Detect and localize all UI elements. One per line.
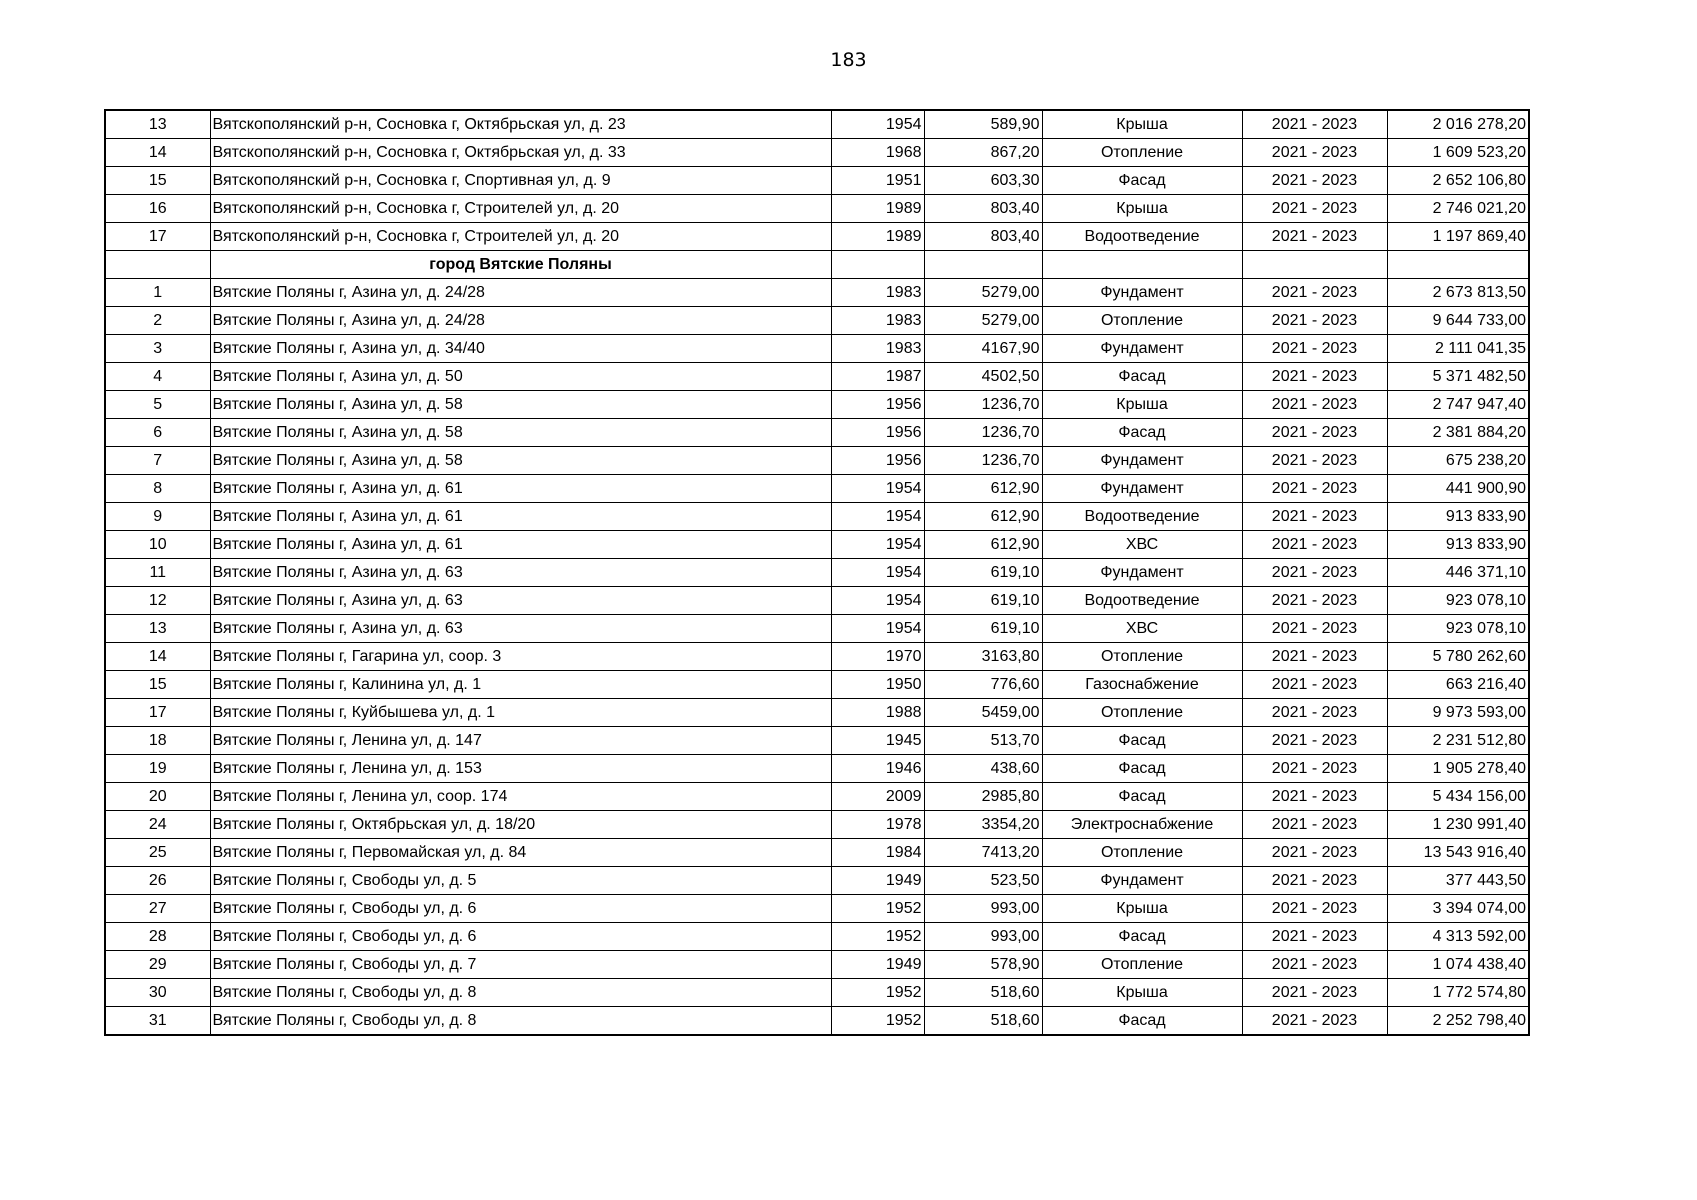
table-row bbox=[105, 363, 1529, 391]
address-cell: Вятскополянский р-н, Сосновка г, Строителей ул, д. 20 bbox=[210, 195, 831, 223]
address-cell: Вятские Поляны г, Куйбышева ул, д. 1 bbox=[210, 699, 831, 727]
period-cell: 2021 - 2023 bbox=[1242, 895, 1387, 923]
period-cell: 2021 - 2023 bbox=[1242, 923, 1387, 951]
period-cell: 2021 - 2023 bbox=[1242, 503, 1387, 531]
cost-cell: 1 772 574,80 bbox=[1387, 979, 1529, 1007]
year-built-cell: 1954 bbox=[831, 110, 924, 139]
table-row bbox=[105, 447, 1529, 475]
cost-cell: 1 197 869,40 bbox=[1387, 223, 1529, 251]
year-built-cell: 1952 bbox=[831, 895, 924, 923]
row-number-cell: 16 bbox=[105, 195, 210, 223]
cost-cell: 377 443,50 bbox=[1387, 867, 1529, 895]
work-type-cell: Крыша bbox=[1042, 195, 1242, 223]
table-row bbox=[105, 671, 1529, 699]
period-cell: 2021 - 2023 bbox=[1242, 419, 1387, 447]
period-cell: 2021 - 2023 bbox=[1242, 139, 1387, 167]
row-number-cell: 2 bbox=[105, 307, 210, 335]
table-row bbox=[105, 811, 1529, 839]
table-row bbox=[105, 979, 1529, 1007]
address-cell: Вятские Поляны г, Азина ул, д. 61 bbox=[210, 531, 831, 559]
work-type-cell: Водоотведение bbox=[1042, 223, 1242, 251]
row-number-cell: 8 bbox=[105, 475, 210, 503]
area-cell: 578,90 bbox=[924, 951, 1042, 979]
row-number-cell: 14 bbox=[105, 643, 210, 671]
area-cell: 438,60 bbox=[924, 755, 1042, 783]
cost-cell: 675 238,20 bbox=[1387, 447, 1529, 475]
area-cell: 619,10 bbox=[924, 587, 1042, 615]
year-built-cell: 1950 bbox=[831, 671, 924, 699]
period-cell: 2021 - 2023 bbox=[1242, 475, 1387, 503]
period-cell: 2021 - 2023 bbox=[1242, 727, 1387, 755]
row-number-cell: 7 bbox=[105, 447, 210, 475]
work-type-cell: Фасад bbox=[1042, 167, 1242, 195]
table-row bbox=[105, 279, 1529, 307]
year-built-cell: 1956 bbox=[831, 419, 924, 447]
cost-cell: 923 078,10 bbox=[1387, 615, 1529, 643]
table-row bbox=[105, 643, 1529, 671]
address-cell: Вятские Поляны г, Азина ул, д. 63 bbox=[210, 615, 831, 643]
area-cell: 5459,00 bbox=[924, 699, 1042, 727]
area-cell: 3163,80 bbox=[924, 643, 1042, 671]
period-cell: 2021 - 2023 bbox=[1242, 531, 1387, 559]
cost-cell: 13 543 916,40 bbox=[1387, 839, 1529, 867]
table-row bbox=[105, 559, 1529, 587]
year-built-cell: 1946 bbox=[831, 755, 924, 783]
work-type-cell: Отопление bbox=[1042, 139, 1242, 167]
year-built-cell: 1952 bbox=[831, 1007, 924, 1036]
row-number-cell: 18 bbox=[105, 727, 210, 755]
work-type-cell: Фасад bbox=[1042, 1007, 1242, 1036]
work-type-cell: Фасад bbox=[1042, 727, 1242, 755]
address-cell: Вятские Поляны г, Ленина ул, д. 153 bbox=[210, 755, 831, 783]
year-built-cell: 2009 bbox=[831, 783, 924, 811]
section-heading-row bbox=[105, 251, 1529, 279]
work-type-cell: Водоотведение bbox=[1042, 503, 1242, 531]
address-cell: Вятские Поляны г, Азина ул, д. 61 bbox=[210, 503, 831, 531]
work-type-cell: Фундамент bbox=[1042, 475, 1242, 503]
work-type-cell: Крыша bbox=[1042, 895, 1242, 923]
year-built-cell: 1983 bbox=[831, 307, 924, 335]
cost-cell: 1 230 991,40 bbox=[1387, 811, 1529, 839]
period-cell: 2021 - 2023 bbox=[1242, 671, 1387, 699]
period-cell: 2021 - 2023 bbox=[1242, 867, 1387, 895]
work-type-cell: Отопление bbox=[1042, 699, 1242, 727]
cost-cell: 2 673 813,50 bbox=[1387, 279, 1529, 307]
cost-cell: 2 231 512,80 bbox=[1387, 727, 1529, 755]
area-cell: 518,60 bbox=[924, 979, 1042, 1007]
address-cell: Вятские Поляны г, Азина ул, д. 58 bbox=[210, 419, 831, 447]
row-number-cell: 20 bbox=[105, 783, 210, 811]
year-built-cell: 1989 bbox=[831, 195, 924, 223]
work-type-cell: Отопление bbox=[1042, 643, 1242, 671]
year-built-cell: 1954 bbox=[831, 503, 924, 531]
row-number-cell: 9 bbox=[105, 503, 210, 531]
row-number-cell: 28 bbox=[105, 923, 210, 951]
area-cell: 803,40 bbox=[924, 223, 1042, 251]
cost-cell: 1 074 438,40 bbox=[1387, 951, 1529, 979]
row-number-cell: 5 bbox=[105, 391, 210, 419]
year-built-cell: 1952 bbox=[831, 923, 924, 951]
area-cell: 612,90 bbox=[924, 503, 1042, 531]
area-cell: 4502,50 bbox=[924, 363, 1042, 391]
row-number-cell: 24 bbox=[105, 811, 210, 839]
year-built-cell: 1954 bbox=[831, 615, 924, 643]
area-cell: 619,10 bbox=[924, 615, 1042, 643]
address-cell: Вятские Поляны г, Азина ул, д. 58 bbox=[210, 447, 831, 475]
table-row bbox=[105, 895, 1529, 923]
period-cell: 2021 - 2023 bbox=[1242, 587, 1387, 615]
area-cell: 619,10 bbox=[924, 559, 1042, 587]
area-cell: 603,30 bbox=[924, 167, 1042, 195]
row-number-cell: 13 bbox=[105, 615, 210, 643]
table-row bbox=[105, 307, 1529, 335]
cost-cell: 913 833,90 bbox=[1387, 503, 1529, 531]
row-number-cell: 11 bbox=[105, 559, 210, 587]
work-type-cell: Фундамент bbox=[1042, 335, 1242, 363]
empty-cell bbox=[1242, 251, 1387, 279]
period-cell: 2021 - 2023 bbox=[1242, 559, 1387, 587]
cost-cell: 441 900,90 bbox=[1387, 475, 1529, 503]
table-row bbox=[105, 335, 1529, 363]
address-cell: Вятские Поляны г, Свободы ул, д. 6 bbox=[210, 895, 831, 923]
address-cell: Вятские Поляны г, Азина ул, д. 63 bbox=[210, 559, 831, 587]
row-number-cell: 19 bbox=[105, 755, 210, 783]
year-built-cell: 1983 bbox=[831, 279, 924, 307]
work-type-cell: Фундамент bbox=[1042, 279, 1242, 307]
period-cell: 2021 - 2023 bbox=[1242, 167, 1387, 195]
row-number-cell: 14 bbox=[105, 139, 210, 167]
cost-cell: 913 833,90 bbox=[1387, 531, 1529, 559]
row-number-cell: 12 bbox=[105, 587, 210, 615]
period-cell: 2021 - 2023 bbox=[1242, 363, 1387, 391]
table-row bbox=[105, 139, 1529, 167]
area-cell: 589,90 bbox=[924, 110, 1042, 139]
row-number-cell: 10 bbox=[105, 531, 210, 559]
row-number-cell: 4 bbox=[105, 363, 210, 391]
table-row bbox=[105, 587, 1529, 615]
work-type-cell: Фундамент bbox=[1042, 867, 1242, 895]
work-type-cell: Фасад bbox=[1042, 755, 1242, 783]
cost-cell: 923 078,10 bbox=[1387, 587, 1529, 615]
table-row bbox=[105, 755, 1529, 783]
area-cell: 7413,20 bbox=[924, 839, 1042, 867]
work-type-cell: Электроснабжение bbox=[1042, 811, 1242, 839]
empty-cell bbox=[105, 251, 210, 279]
cost-cell: 5 434 156,00 bbox=[1387, 783, 1529, 811]
year-built-cell: 1988 bbox=[831, 699, 924, 727]
period-cell: 2021 - 2023 bbox=[1242, 391, 1387, 419]
area-cell: 513,70 bbox=[924, 727, 1042, 755]
year-built-cell: 1989 bbox=[831, 223, 924, 251]
empty-cell bbox=[831, 251, 924, 279]
table-row bbox=[105, 923, 1529, 951]
period-cell: 2021 - 2023 bbox=[1242, 110, 1387, 139]
empty-cell bbox=[1387, 251, 1529, 279]
table-row bbox=[105, 503, 1529, 531]
table-row bbox=[105, 531, 1529, 559]
cost-cell: 2 652 106,80 bbox=[1387, 167, 1529, 195]
table-row bbox=[105, 1007, 1529, 1036]
period-cell: 2021 - 2023 bbox=[1242, 643, 1387, 671]
year-built-cell: 1970 bbox=[831, 643, 924, 671]
table-row bbox=[105, 783, 1529, 811]
row-number-cell: 29 bbox=[105, 951, 210, 979]
address-cell: Вятские Поляны г, Первомайская ул, д. 84 bbox=[210, 839, 831, 867]
period-cell: 2021 - 2023 bbox=[1242, 755, 1387, 783]
cost-cell: 2 747 947,40 bbox=[1387, 391, 1529, 419]
area-cell: 776,60 bbox=[924, 671, 1042, 699]
cost-cell: 5 780 262,60 bbox=[1387, 643, 1529, 671]
period-cell: 2021 - 2023 bbox=[1242, 699, 1387, 727]
cost-cell: 2 746 021,20 bbox=[1387, 195, 1529, 223]
table-row bbox=[105, 951, 1529, 979]
address-cell: Вятские Поляны г, Гагарина ул, соор. 3 bbox=[210, 643, 831, 671]
period-cell: 2021 - 2023 bbox=[1242, 279, 1387, 307]
year-built-cell: 1956 bbox=[831, 447, 924, 475]
work-type-cell: Крыша bbox=[1042, 110, 1242, 139]
year-built-cell: 1952 bbox=[831, 979, 924, 1007]
table-row bbox=[105, 110, 1529, 139]
work-type-cell: Отопление bbox=[1042, 951, 1242, 979]
year-built-cell: 1987 bbox=[831, 363, 924, 391]
year-built-cell: 1984 bbox=[831, 839, 924, 867]
period-cell: 2021 - 2023 bbox=[1242, 811, 1387, 839]
year-built-cell: 1954 bbox=[831, 559, 924, 587]
table-row bbox=[105, 475, 1529, 503]
address-cell: Вятские Поляны г, Азина ул, д. 58 bbox=[210, 391, 831, 419]
address-cell: Вятскополянский р-н, Сосновка г, Спортивная ул, д. 9 bbox=[210, 167, 831, 195]
area-cell: 3354,20 bbox=[924, 811, 1042, 839]
area-cell: 803,40 bbox=[924, 195, 1042, 223]
year-built-cell: 1954 bbox=[831, 587, 924, 615]
address-cell: Вятские Поляны г, Свободы ул, д. 8 bbox=[210, 1007, 831, 1036]
row-number-cell: 1 bbox=[105, 279, 210, 307]
address-cell: Вятские Поляны г, Калинина ул, д. 1 bbox=[210, 671, 831, 699]
table-row bbox=[105, 195, 1529, 223]
row-number-cell: 15 bbox=[105, 671, 210, 699]
row-number-cell: 13 bbox=[105, 110, 210, 139]
period-cell: 2021 - 2023 bbox=[1242, 307, 1387, 335]
cost-cell: 446 371,10 bbox=[1387, 559, 1529, 587]
address-cell: Вятские Поляны г, Азина ул, д. 24/28 bbox=[210, 279, 831, 307]
address-cell: Вятские Поляны г, Свободы ул, д. 5 bbox=[210, 867, 831, 895]
table-row bbox=[105, 839, 1529, 867]
year-built-cell: 1968 bbox=[831, 139, 924, 167]
year-built-cell: 1978 bbox=[831, 811, 924, 839]
work-type-cell: Фасад bbox=[1042, 419, 1242, 447]
work-type-cell: Газоснабжение bbox=[1042, 671, 1242, 699]
cost-cell: 3 394 074,00 bbox=[1387, 895, 1529, 923]
cost-cell: 663 216,40 bbox=[1387, 671, 1529, 699]
address-cell: Вятские Поляны г, Свободы ул, д. 6 bbox=[210, 923, 831, 951]
period-cell: 2021 - 2023 bbox=[1242, 447, 1387, 475]
work-type-cell: Фундамент bbox=[1042, 447, 1242, 475]
table-row bbox=[105, 699, 1529, 727]
year-built-cell: 1956 bbox=[831, 391, 924, 419]
work-type-cell: Отопление bbox=[1042, 839, 1242, 867]
table-row bbox=[105, 419, 1529, 447]
address-cell: Вятские Поляны г, Свободы ул, д. 8 bbox=[210, 979, 831, 1007]
cost-cell: 2 252 798,40 bbox=[1387, 1007, 1529, 1036]
table-body bbox=[105, 110, 1529, 1035]
address-cell: Вятские Поляны г, Азина ул, д. 61 bbox=[210, 475, 831, 503]
period-cell: 2021 - 2023 bbox=[1242, 335, 1387, 363]
table-row bbox=[105, 391, 1529, 419]
period-cell: 2021 - 2023 bbox=[1242, 979, 1387, 1007]
row-number-cell: 17 bbox=[105, 223, 210, 251]
address-cell: Вятские Поляны г, Ленина ул, д. 147 bbox=[210, 727, 831, 755]
row-number-cell: 27 bbox=[105, 895, 210, 923]
table-row bbox=[105, 223, 1529, 251]
area-cell: 5279,00 bbox=[924, 307, 1042, 335]
year-built-cell: 1951 bbox=[831, 167, 924, 195]
repair-program-table bbox=[104, 109, 1530, 1036]
row-number-cell: 6 bbox=[105, 419, 210, 447]
address-cell: Вятские Поляны г, Азина ул, д. 34/40 bbox=[210, 335, 831, 363]
cost-cell: 9 644 733,00 bbox=[1387, 307, 1529, 335]
year-built-cell: 1983 bbox=[831, 335, 924, 363]
work-type-cell: Водоотведение bbox=[1042, 587, 1242, 615]
row-number-cell: 17 bbox=[105, 699, 210, 727]
area-cell: 612,90 bbox=[924, 475, 1042, 503]
area-cell: 2985,80 bbox=[924, 783, 1042, 811]
year-built-cell: 1945 bbox=[831, 727, 924, 755]
work-type-cell: ХВС bbox=[1042, 531, 1242, 559]
cost-cell: 2 111 041,35 bbox=[1387, 335, 1529, 363]
period-cell: 2021 - 2023 bbox=[1242, 783, 1387, 811]
empty-cell bbox=[1042, 251, 1242, 279]
table-row bbox=[105, 615, 1529, 643]
address-cell: Вятские Поляны г, Ленина ул, соор. 174 bbox=[210, 783, 831, 811]
cost-cell: 5 371 482,50 bbox=[1387, 363, 1529, 391]
row-number-cell: 15 bbox=[105, 167, 210, 195]
period-cell: 2021 - 2023 bbox=[1242, 615, 1387, 643]
area-cell: 1236,70 bbox=[924, 391, 1042, 419]
row-number-cell: 30 bbox=[105, 979, 210, 1007]
year-built-cell: 1949 bbox=[831, 867, 924, 895]
work-type-cell: Фундамент bbox=[1042, 559, 1242, 587]
section-title: город Вятские Поляны bbox=[210, 251, 831, 279]
year-built-cell: 1949 bbox=[831, 951, 924, 979]
address-cell: Вятскополянский р-н, Сосновка г, Строителей ул, д. 20 bbox=[210, 223, 831, 251]
row-number-cell: 25 bbox=[105, 839, 210, 867]
address-cell: Вятские Поляны г, Октябрьская ул, д. 18/20 bbox=[210, 811, 831, 839]
address-cell: Вятские Поляны г, Азина ул, д. 63 bbox=[210, 587, 831, 615]
area-cell: 1236,70 bbox=[924, 447, 1042, 475]
page-number: 183 bbox=[830, 49, 867, 71]
table-row bbox=[105, 727, 1529, 755]
cost-cell: 9 973 593,00 bbox=[1387, 699, 1529, 727]
table-row bbox=[105, 167, 1529, 195]
work-type-cell: Отопление bbox=[1042, 307, 1242, 335]
row-number-cell: 26 bbox=[105, 867, 210, 895]
area-cell: 612,90 bbox=[924, 531, 1042, 559]
period-cell: 2021 - 2023 bbox=[1242, 195, 1387, 223]
area-cell: 4167,90 bbox=[924, 335, 1042, 363]
area-cell: 993,00 bbox=[924, 923, 1042, 951]
row-number-cell: 31 bbox=[105, 1007, 210, 1036]
period-cell: 2021 - 2023 bbox=[1242, 1007, 1387, 1036]
address-cell: Вятскополянский р-н, Сосновка г, Октябрьская ул, д. 33 bbox=[210, 139, 831, 167]
work-type-cell: Крыша bbox=[1042, 391, 1242, 419]
area-cell: 1236,70 bbox=[924, 419, 1042, 447]
cost-cell: 1 609 523,20 bbox=[1387, 139, 1529, 167]
area-cell: 993,00 bbox=[924, 895, 1042, 923]
period-cell: 2021 - 2023 bbox=[1242, 839, 1387, 867]
area-cell: 5279,00 bbox=[924, 279, 1042, 307]
work-type-cell: Фасад bbox=[1042, 783, 1242, 811]
period-cell: 2021 - 2023 bbox=[1242, 951, 1387, 979]
area-cell: 518,60 bbox=[924, 1007, 1042, 1036]
cost-cell: 2 016 278,20 bbox=[1387, 110, 1529, 139]
area-cell: 523,50 bbox=[924, 867, 1042, 895]
table-row bbox=[105, 867, 1529, 895]
year-built-cell: 1954 bbox=[831, 475, 924, 503]
work-type-cell: ХВС bbox=[1042, 615, 1242, 643]
work-type-cell: Фасад bbox=[1042, 363, 1242, 391]
address-cell: Вятские Поляны г, Азина ул, д. 24/28 bbox=[210, 307, 831, 335]
row-number-cell: 3 bbox=[105, 335, 210, 363]
year-built-cell: 1954 bbox=[831, 531, 924, 559]
address-cell: Вятские Поляны г, Свободы ул, д. 7 bbox=[210, 951, 831, 979]
area-cell: 867,20 bbox=[924, 139, 1042, 167]
cost-cell: 4 313 592,00 bbox=[1387, 923, 1529, 951]
cost-cell: 1 905 278,40 bbox=[1387, 755, 1529, 783]
work-type-cell: Фасад bbox=[1042, 923, 1242, 951]
empty-cell bbox=[924, 251, 1042, 279]
address-cell: Вятскополянский р-н, Сосновка г, Октябрьская ул, д. 23 bbox=[210, 110, 831, 139]
work-type-cell: Крыша bbox=[1042, 979, 1242, 1007]
cost-cell: 2 381 884,20 bbox=[1387, 419, 1529, 447]
period-cell: 2021 - 2023 bbox=[1242, 223, 1387, 251]
address-cell: Вятские Поляны г, Азина ул, д. 50 bbox=[210, 363, 831, 391]
